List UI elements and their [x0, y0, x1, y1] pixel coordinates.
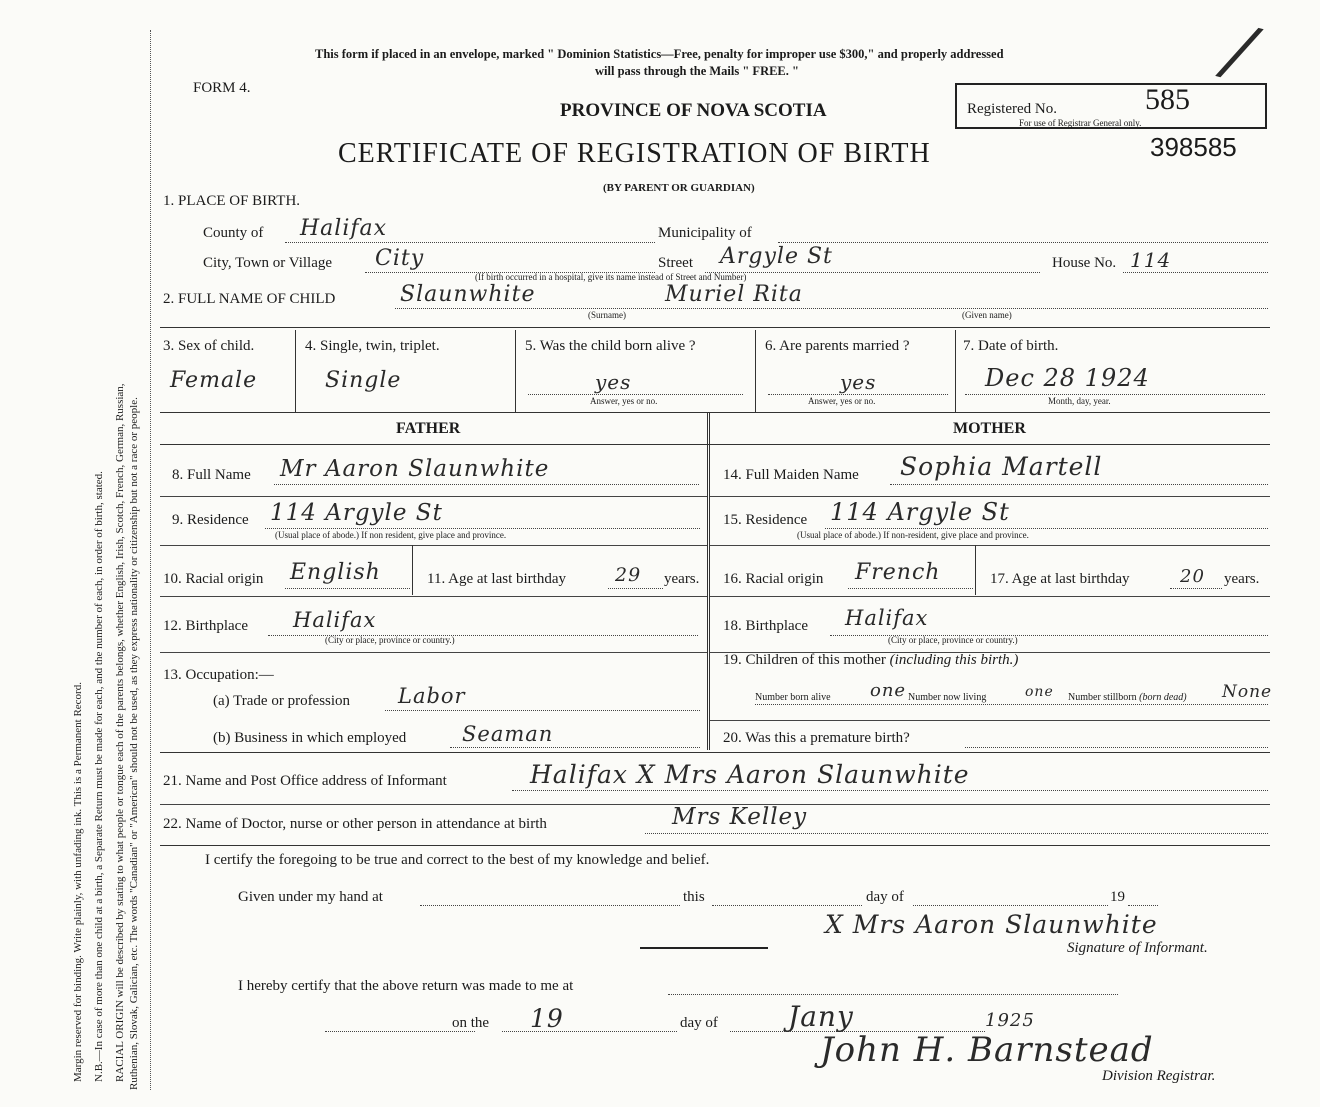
registration-year: 1925	[985, 1010, 1035, 1031]
surname-caption: (Surname)	[588, 310, 626, 320]
stamp-number: 398585	[1150, 132, 1237, 162]
year-prefix: 19	[1110, 889, 1125, 905]
signature-line-blank	[640, 947, 768, 949]
stillborn-label	[1068, 692, 1187, 703]
county-value: Halifax	[300, 216, 388, 241]
mother-name: Sophia Martell	[900, 452, 1103, 481]
dob-value: Dec 28 1924	[985, 364, 1150, 392]
province-title: PROVINCE OF NOVA SCOTIA	[560, 100, 827, 121]
father-name: Mr Aaron Slaunwhite	[280, 456, 550, 482]
mother-residence-label: 15. Residence	[723, 512, 808, 528]
registration-month: Jany	[788, 1000, 854, 1033]
premature-label: 20. Was this a premature birth?	[723, 730, 910, 746]
now-living-label: Number now living	[908, 692, 987, 703]
plurality-label: 4. Single, twin, triplet.	[305, 338, 440, 354]
father-residence-label: 9. Residence	[172, 512, 249, 528]
certificate-subtitle: (BY PARENT OR GUARDIAN)	[603, 182, 755, 194]
mother-name-label: 14. Full Maiden Name	[723, 467, 859, 483]
hospital-note: (If birth occurred in a hospital, give its name instead of Street and Number)	[475, 272, 747, 282]
registrar-signature: John H. Barnstead	[820, 1030, 1154, 1070]
informant-value: Halifax X Mrs Aaron Slaunwhite	[530, 760, 970, 789]
margin-note-3: RACIAL ORIGIN will be described by stating to what people or tongue each of the parents belongs, whether English, Irish, Scotch, French, German, Russian,	[114, 383, 126, 1082]
mother-age: 20	[1180, 566, 1205, 587]
registrar-statement: I hereby certify that the above return was made to me at	[238, 978, 574, 994]
father-residence-caption: (Usual place of abode.) If non resident, give place and province.	[275, 530, 507, 540]
business-label: (b) Business in which employed	[213, 730, 407, 746]
house-value: 114	[1130, 248, 1172, 272]
mother-residence: 114 Argyle St	[830, 498, 1010, 526]
alive-value: yes	[595, 370, 632, 394]
mother-birthplace-caption: (City or place, province or country.)	[888, 635, 1018, 645]
mother-racial: French	[855, 560, 941, 585]
county-label: County of	[203, 225, 264, 241]
married-label: 6. Are parents married ?	[765, 338, 910, 354]
father-name-label: 8. Full Name	[172, 467, 251, 483]
stillborn-note: (born dead)	[1139, 692, 1187, 703]
day-of-label: day of	[866, 889, 904, 905]
house-label: House No.	[1052, 255, 1117, 271]
stillborn-count: None	[1222, 682, 1273, 702]
mother-years: years.	[1224, 571, 1260, 587]
informant-label: 21. Name and Post Office address of Informant	[163, 773, 447, 789]
children-label-text: 19. Children of this mother	[723, 652, 886, 668]
certify-statement: I certify the foregoing to be true and correct to the best of my knowledge and belief.	[205, 852, 710, 868]
married-value: yes	[840, 370, 877, 394]
registered-number: 585	[1145, 83, 1190, 116]
street-label: Street	[658, 255, 693, 271]
margin-note-2: N.B.—In case of more than one child at a birth, a Separate Return must be made for each, and the number of each, in order of birth, stated.	[93, 471, 105, 1082]
registered-number-box	[955, 83, 1267, 129]
city-label: City, Town or Village	[203, 255, 333, 271]
father-age: 29	[615, 564, 642, 586]
mother-residence-caption: (Usual place of abode.) If non-resident, give place and province.	[797, 530, 1029, 540]
father-birthplace-label: 12. Birthplace	[163, 618, 248, 634]
certificate-title: CERTIFICATE OF REGISTRATION OF BIRTH	[338, 138, 931, 169]
children-note: (including this birth.)	[889, 652, 1019, 668]
child-given-name: Muriel Rita	[665, 282, 803, 307]
day-of-label-2: day of	[680, 1015, 718, 1031]
father-birthplace-caption: (City or place, province or country.)	[325, 635, 455, 645]
born-alive-count: one	[870, 680, 907, 701]
father-residence: 114 Argyle St	[270, 500, 443, 526]
registered-label: Registered No.	[967, 101, 1057, 117]
father-age-label: 11. Age at last birthday	[427, 571, 566, 587]
alive-caption: Answer, yes or no.	[590, 396, 658, 406]
alive-label: 5. Was the child born alive ?	[525, 338, 696, 354]
mother-birthplace: Halifax	[845, 606, 929, 630]
father-birthplace: Halifax	[293, 608, 377, 632]
dob-caption: Month, day, year.	[1048, 396, 1111, 406]
occupation-label: 13. Occupation:—	[163, 667, 274, 683]
registrar-note: For use of Registrar General only.	[1019, 118, 1142, 128]
mother-birthplace-label: 18. Birthplace	[723, 618, 808, 634]
business-value: Seaman	[462, 722, 554, 746]
municipality-label: Municipality of	[658, 225, 752, 241]
sex-value: Female	[170, 368, 258, 393]
informant-signature-caption: Signature of Informant.	[1067, 940, 1208, 956]
married-caption: Answer, yes or no.	[808, 396, 876, 406]
given-under-label: Given under my hand at	[238, 889, 383, 905]
place-of-birth-heading: 1. PLACE OF BIRTH.	[163, 193, 301, 209]
father-heading: FATHER	[396, 420, 461, 437]
form-number: FORM 4.	[193, 80, 251, 96]
plurality-value: Single	[325, 368, 402, 393]
postal-notice-2: will pass through the Mails " FREE. "	[595, 64, 799, 78]
trade-value: Labor	[398, 684, 466, 708]
doctor-value: Mrs Kelley	[672, 804, 808, 830]
dob-label: 7. Date of birth.	[963, 338, 1059, 354]
on-the-label: on the	[452, 1015, 490, 1031]
children-label	[723, 652, 1018, 669]
stillborn-label-text: Number stillborn	[1068, 692, 1137, 703]
father-racial-label: 10. Racial origin	[163, 571, 264, 587]
child-name-label: 2. FULL NAME OF CHILD	[163, 291, 336, 307]
postal-notice-1: This form if placed in an envelope, marked " Dominion Statistics—Free, penalty for improper use $300," and properly addressed	[315, 47, 1004, 61]
child-surname: Slaunwhite	[400, 282, 536, 307]
margin-note-1: Margin reserved for binding. Write plainly, with unfading ink. This is a Permanent Record.	[72, 682, 84, 1082]
city-value: City	[375, 246, 425, 271]
informant-signature: X Mrs Aaron Slaunwhite	[825, 910, 1158, 939]
mother-age-label: 17. Age at last birthday	[990, 571, 1130, 587]
father-years: years.	[664, 571, 700, 587]
registrar-caption: Division Registrar.	[1102, 1068, 1216, 1084]
mother-heading: MOTHER	[953, 420, 1026, 437]
given-caption: (Given name)	[962, 310, 1012, 320]
father-racial: English	[290, 560, 381, 585]
street-value: Argyle St	[720, 244, 833, 269]
margin-note-4: Ruthenian, Slovak, Galician, etc. The words "Canadian" or "American" should not be used, as they express nationality or citizenship but not a race or people.	[128, 397, 140, 1090]
sex-label: 3. Sex of child.	[163, 338, 255, 354]
doctor-label: 22. Name of Doctor, nurse or other person in attendance at birth	[163, 816, 547, 832]
now-living-count: one	[1025, 684, 1054, 700]
margin-rule	[150, 30, 151, 1090]
registration-day: 19	[530, 1004, 564, 1033]
parents-divider	[707, 412, 710, 750]
trade-label: (a) Trade or profession	[213, 693, 351, 709]
born-alive-label: Number born alive	[755, 692, 831, 703]
this-label: this	[683, 889, 705, 905]
mother-racial-label: 16. Racial origin	[723, 571, 824, 587]
checkmark-annotation: /	[1217, 8, 1263, 94]
